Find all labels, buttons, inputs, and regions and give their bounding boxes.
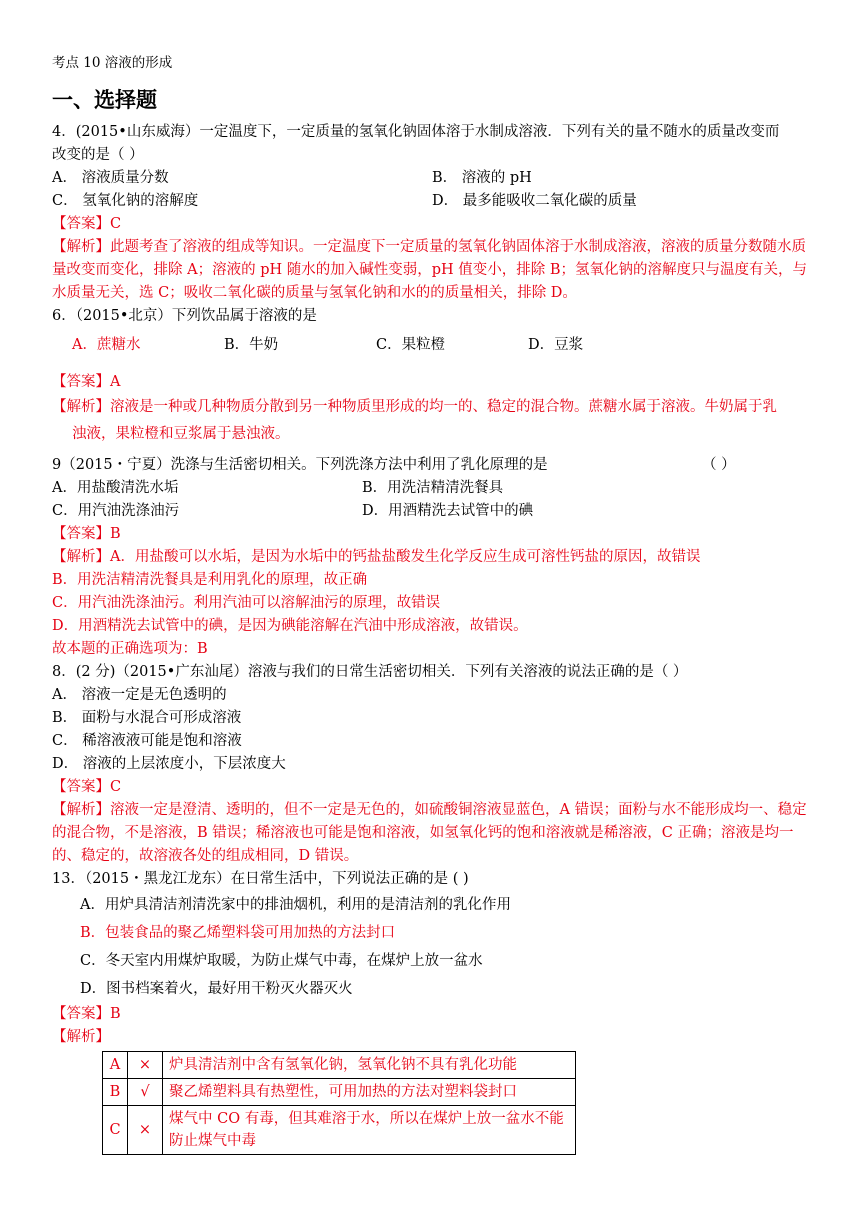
q6-option-a: A．蔗糖水: [72, 337, 141, 353]
q6-analysis-text1: 溶液是一种或几种物质分散到另一种物质里形成的均一的、稳定的混合物。蔗糖水属于溶液。牛奶属于乳: [110, 399, 777, 415]
question-9: [52, 454, 812, 661]
q13-stem: 13．（2015・黑龙江龙东）在日常生活中，下列说法正确的是 ( ): [52, 871, 469, 887]
question-4: [52, 121, 812, 305]
question-8: [52, 661, 812, 868]
q6-option-b: B．牛奶: [224, 337, 279, 353]
q9-paren: （ ）: [702, 457, 736, 473]
q13-option-b: B．包装食品的聚乙烯塑料袋可用加热的方法封口: [80, 925, 396, 941]
q9-option-d: D．用酒精洗去试管中的碘: [362, 503, 534, 519]
q9-option-a: A．用盐酸清洗水垢: [52, 480, 179, 496]
q13-option-c: C．冬天室内用煤炉取暖，为防止煤气中毒，在煤炉上放一盆水: [80, 953, 483, 969]
q9-analysis-d: D．用酒精洗去试管中的碘，是因为碘能溶解在汽油中形成溶液，故错误。: [52, 618, 528, 634]
question-6: [52, 305, 812, 448]
q9-stem-row: [52, 454, 812, 477]
row-explanation: 聚乙烯塑料具有热塑性，可用加热的方法对塑料袋封口: [163, 1079, 576, 1106]
check-mark-icon: √: [128, 1079, 163, 1106]
q6-option-c: C．果粒橙: [376, 337, 446, 353]
q6-answer: 【答案】A: [52, 374, 121, 390]
q4-analysis: 【解析】此题考查了溶液的组成等知识。一定温度下一定质量的氢氧化钠固体溶于水制成溶液，溶液的质量分数随水质量改变而变化，排除 A；溶液的 pH 随水的加入碱性变弱，pH 值变小，排除 B；氢氧化钠的溶解度只与温度有关，与水质量无关，选 C；吸收二氧化碳的质量与氢氧化钠和水的的质量相关，排除 D。: [52, 239, 808, 301]
q4-stem-line2: 改变的是（ ）: [52, 147, 144, 163]
row-key: A: [103, 1052, 128, 1079]
q8-stem: 8．(2 分)（2015•广东汕尾）溶液与我们的日常生活密切相关．下列有关溶液的说法正确的是（ ）: [52, 664, 688, 680]
q9-option-c: C．用汽油洗涤油污: [52, 503, 180, 519]
q4-option-d: D． 最多能吸收二氧化碳的质量: [432, 193, 637, 209]
q9-answer: 【答案】B: [52, 526, 121, 542]
q4-stem-line1: 4．(2015•山东威海）一定温度下，一定质量的氢氧化钠固体溶于水制成溶液．下列有关的量不随水的质量改变而: [52, 124, 780, 140]
row-key: B: [103, 1079, 128, 1106]
q6-analysis-line1: [52, 394, 812, 421]
q8-option-c: C． 稀溶液液可能是饱和溶液: [52, 733, 242, 749]
q9-analysis-b: B．用洗洁精清洗餐具是利用乳化的原理，故正确: [52, 572, 368, 588]
section-title: 一、选择题: [52, 88, 157, 112]
q6-options: [52, 334, 812, 357]
q13-answer: 【答案】B: [52, 1006, 121, 1022]
q9-stem: 9（2015・宁夏）洗涤与生活密切相关。下列洗涤方法中利用了乳化原理的是: [52, 457, 548, 473]
q13-option-a: A．用炉具清洁剂清洗家中的排油烟机，利用的是清洁剂的乳化作用: [80, 897, 511, 913]
q8-option-a: A． 溶液一定是无色透明的: [52, 687, 227, 703]
table-row: [103, 1052, 576, 1079]
q8-answer: 【答案】C: [52, 779, 122, 795]
q9-analysis-c: C．用汽油洗涤油污。利用汽油可以溶解油污的原理，故错误: [52, 595, 441, 611]
q4-option-c: C． 氢氧化钠的溶解度: [52, 193, 199, 209]
table-row: [103, 1079, 576, 1106]
wrong-mark-icon: ×: [128, 1052, 163, 1079]
q6-option-d: D．豆浆: [528, 337, 584, 353]
row-explanation: 炉具清洁剂中含有氢氧化钠，氢氧化钠不具有乳化功能: [163, 1052, 576, 1079]
q8-option-d: D． 溶液的上层浓度小，下层浓度大: [52, 756, 286, 772]
q13-analysis-label: 【解析】: [52, 1029, 110, 1045]
q9-option-b: B．用洗洁精清洗餐具: [362, 480, 504, 496]
q6-analysis-line2: 浊液，果粒橙和豆浆属于悬浊液。: [72, 426, 290, 442]
document-page: [52, 52, 812, 1155]
question-13: [52, 868, 812, 1155]
q8-option-b: B． 面粉与水混合可形成溶液: [52, 710, 242, 726]
row-key: C: [103, 1106, 128, 1155]
q4-answer: 【答案】C: [52, 216, 122, 232]
q8-analysis: 【解析】溶液一定是澄清、透明的，但不一定是无色的，如硫酸铜溶液显蓝色，A 错误；面粉与水不能形成均一、稳定的混合物，不是溶液，B 错误；稀溶液也可能是饱和溶液，如氢氧化钙的饱和溶液就是稀溶液，C 正确；溶液是均一的、稳定的，故溶液各处的组成相同，D 错误。: [52, 802, 807, 864]
kaodian-heading: 考点 10 溶液的形成: [52, 55, 173, 71]
q13-option-d: D．图书档案着火，最好用干粉灭火器灭火: [80, 981, 353, 997]
q4-option-b: B． 溶液的 pH: [432, 170, 532, 186]
wrong-mark-icon: ×: [128, 1106, 163, 1155]
q9-analysis-conclusion: 故本题的正确选项为：B: [52, 641, 208, 657]
q13-analysis-table: [102, 1051, 576, 1155]
q4-option-a: A． 溶液质量分数: [52, 170, 169, 186]
table-row: [103, 1106, 576, 1155]
row-explanation: 煤气中 CO 有毒，但其难溶于水，所以在煤炉上放一盆水不能防止煤气中毒: [163, 1106, 576, 1155]
q9-analysis-a: 【解析】A．用盐酸可以水垢，是因为水垢中的钙盐盐酸发生化学反应生成可溶性钙盐的原因，故错误: [52, 549, 701, 565]
q6-stem: 6．（2015•北京）下列饮品属于溶液的是: [52, 308, 317, 324]
q6-analysis-label: 【解析】: [52, 399, 110, 415]
